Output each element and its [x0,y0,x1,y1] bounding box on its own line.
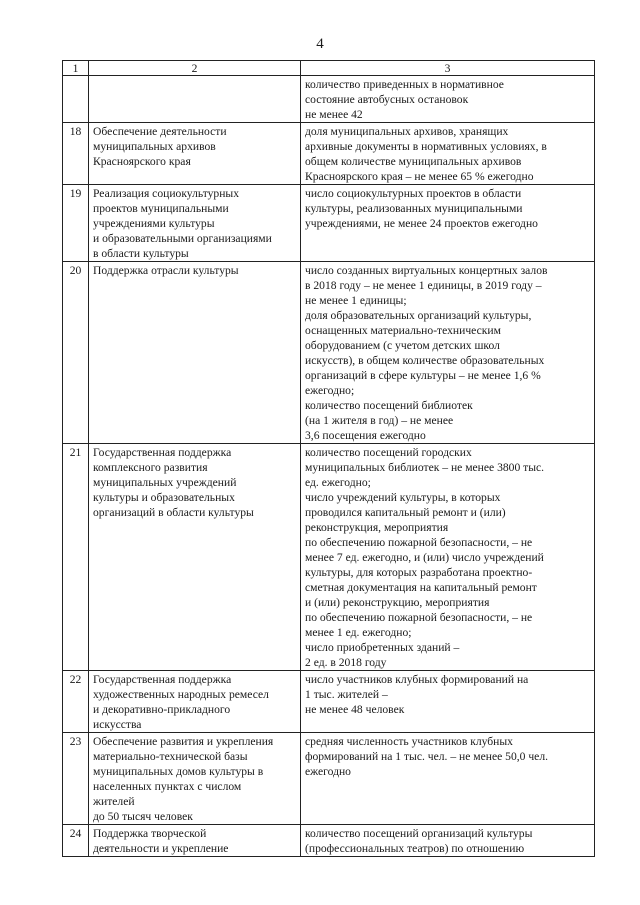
indicator-line: культуры, реализованных муниципальными [305,202,523,215]
indicators-table [62,60,595,857]
indicator-cell [301,825,595,857]
measure-name-cell [89,671,301,733]
row-number: 24 [63,825,89,857]
indicator-cell [301,733,595,825]
measure-name-cell [89,262,301,444]
indicator-line: учреждениями, не менее 24 проектов ежегодно [305,217,538,230]
indicator-line: количество посещений организаций культуры [305,827,533,840]
indicator-line: оснащенных материально-техническим [305,324,501,337]
measure-name-cell [89,444,301,671]
row-number [63,76,89,123]
measure-name-line: материально-технической базы [93,750,248,763]
column-header-1: 1 [63,61,89,76]
indicator-cell [301,444,595,671]
table-header-row [63,61,595,76]
measure-name-line: художественных народных ремесел [93,688,269,701]
indicator-line: количество посещений городских [305,446,472,459]
row-number: 18 [63,123,89,185]
indicator-line: число созданных виртуальных концертных залов [305,264,548,277]
indicator-line: не менее 1 единицы; [305,294,407,307]
measure-name-line: муниципальных учреждений [93,476,237,489]
row-number: 21 [63,444,89,671]
measure-name-line: муниципальных архивов [93,140,216,153]
indicator-line: сметная документация на капитальный ремонт [305,581,537,594]
page-number: 4 [316,36,324,52]
indicator-line: количество посещений библиотек [305,399,473,412]
indicator-line: в 2018 году – не менее 1 единицы, в 2019 году – [305,279,542,292]
measure-name-line: Государственная поддержка [93,673,232,686]
indicator-line: формирований на 1 тыс. чел. – не менее 50,0 чел. [305,750,549,763]
indicator-line: не менее 48 человек [305,703,405,716]
indicator-line: не менее 42 [305,108,363,121]
indicator-line: менее 7 ед. ежегодно, и (или) число учреждений [305,551,544,564]
measure-name-line: Обеспечение развития и укрепления [93,735,274,748]
indicator-line: ежегодно [305,765,351,778]
table-row [63,76,595,123]
indicator-line: Красноярского края – не менее 65 % ежегодно [305,170,534,183]
indicator-line: средняя численность участников клубных [305,735,513,748]
measure-name-line: культуры и образовательных [93,491,235,504]
measure-name-line: Обеспечение деятельности [93,125,227,138]
measure-name-line: жителей [93,795,135,808]
indicator-cell [301,262,595,444]
indicator-line: ежегодно; [305,384,355,397]
measure-name-line: деятельности и укрепление [93,842,229,855]
table-row [63,262,595,444]
measure-name-cell [89,123,301,185]
measure-name-line: населенных пунктах с числом [93,780,242,793]
indicator-cell [301,76,595,123]
measure-name-line: Поддержка отрасли культуры [93,264,239,277]
table-row [63,825,595,857]
indicator-line: проводился капитальный ремонт и (или) [305,506,506,519]
indicator-line: организаций в сфере культуры – не менее 1,6 % [305,369,541,382]
indicator-line: реконструкция, мероприятия [305,521,449,534]
measure-name-cell [89,733,301,825]
indicator-cell [301,671,595,733]
measure-name-line: организаций в области культуры [93,506,254,519]
indicator-cell [301,185,595,262]
table-row [63,733,595,825]
row-number: 23 [63,733,89,825]
column-header-3: 3 [301,61,595,76]
table-row [63,123,595,185]
measure-name-line: комплексного развития [93,461,208,474]
measure-name-line: Реализация социокультурных [93,187,240,200]
indicator-line: число приобретенных зданий – [305,641,460,654]
indicator-line: оборудованием (с учетом детских школ [305,339,500,352]
indicator-line: количество приведенных в нормативное [305,78,504,91]
indicator-line: по обеспечению пожарной безопасности, – не [305,611,533,624]
indicator-line: менее 1 ед. ежегодно; [305,626,412,639]
indicator-line: муниципальных библиотек – не менее 3800 тыс. [305,461,545,474]
indicator-line: доля муниципальных архивов, хранящих [305,125,509,138]
indicator-line: 2 ед. в 2018 году [305,656,387,669]
column-header-2: 2 [89,61,301,76]
measure-name-line: муниципальных домов культуры в [93,765,264,778]
indicator-line: состояние автобусных остановок [305,93,469,106]
measure-name-line: Государственная поддержка [93,446,232,459]
indicator-line: доля образовательных организаций культуры, [305,309,532,322]
indicator-line: число учреждений культуры, в которых [305,491,501,504]
row-number: 20 [63,262,89,444]
measure-name-cell [89,185,301,262]
indicator-line: и (или) реконструкцию, мероприятия [305,596,490,609]
table-row [63,444,595,671]
indicator-line: (на 1 жителя в год) – не менее [305,414,454,427]
measure-name-cell [89,825,301,857]
measure-name-line: искусства [93,718,142,731]
measure-name-line: проектов муниципальными [93,202,229,215]
indicator-line: (профессиональных театров) по отношению [305,842,525,855]
measure-name-line: в области культуры [93,247,189,260]
measure-name-line: Поддержка творческой [93,827,207,840]
table-body [63,76,595,857]
indicator-line: число участников клубных формирований на [305,673,529,686]
indicator-line: культуры, для которых разработана проектно- [305,566,533,579]
indicator-line: 1 тыс. жителей – [305,688,388,701]
measure-name-cell [89,76,301,123]
row-number: 19 [63,185,89,262]
indicator-line: по обеспечению пожарной безопасности, – не [305,536,533,549]
indicator-line: архивные документы в нормативных условиях, в [305,140,547,153]
row-number: 22 [63,671,89,733]
indicator-line: общем количестве муниципальных архивов [305,155,522,168]
measure-name-line: и декоративно-прикладного [93,703,231,716]
measure-name-line: Красноярского края [93,155,191,168]
indicator-line: ед. ежегодно; [305,476,371,489]
measure-name-line: и образовательными организациями [93,232,272,245]
indicator-line: искусств), в общем количестве образовательных [305,354,545,367]
indicator-cell [301,123,595,185]
indicator-line: 3,6 посещения ежегодно [305,429,426,442]
table-row [63,185,595,262]
indicator-line: число социокультурных проектов в области [305,187,522,200]
measure-name-line: учреждениями культуры [93,217,215,230]
table-row [63,671,595,733]
measure-name-line: до 50 тысяч человек [93,810,193,823]
